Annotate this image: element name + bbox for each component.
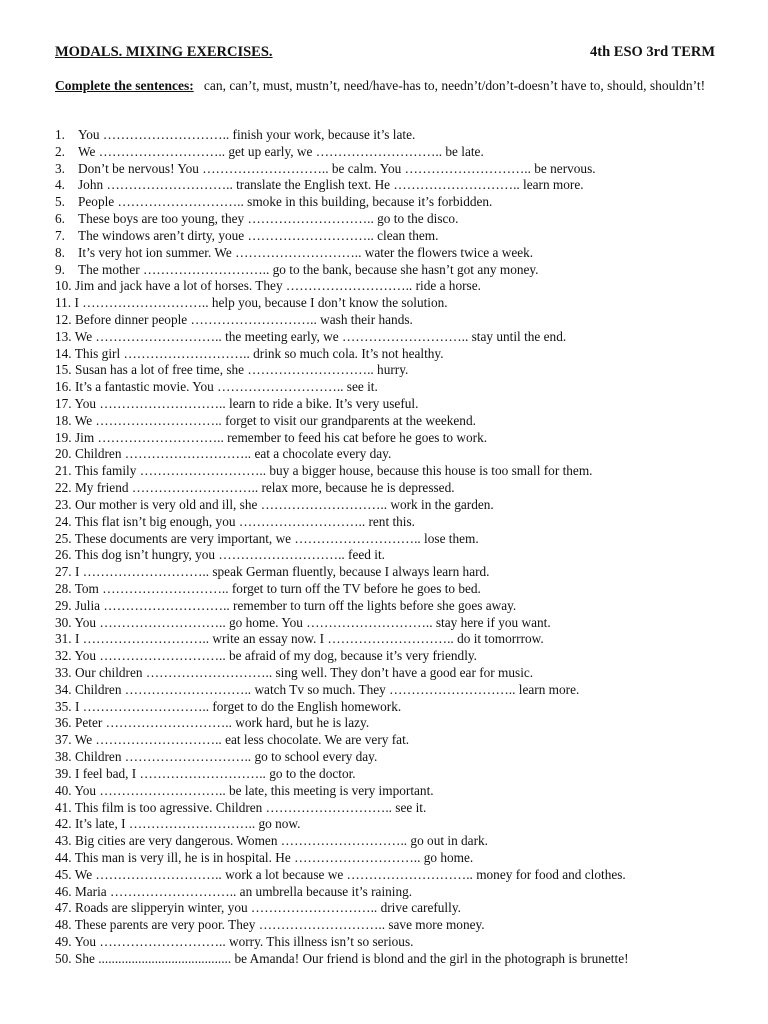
- exercise-number: 20.: [55, 446, 72, 462]
- exercise-sentence: You ……………………….. worry. This illness isn’t so serious.: [74, 934, 414, 949]
- instructions-label: Complete the sentences:: [55, 78, 194, 93]
- exercise-number: 29.: [55, 597, 72, 613]
- exercise-number: 4.: [55, 177, 65, 193]
- exercise-item: [55, 295, 755, 312]
- exercise-number: 22.: [55, 480, 72, 496]
- exercise-item: [55, 497, 755, 514]
- exercise-sentence: This girl ……………………….. drink so much cola. It’s not healthy.: [74, 345, 444, 361]
- exercise-item: [55, 749, 755, 766]
- exercise-sentence: Children ……………………….. go to school every day.: [74, 749, 378, 765]
- exercise-item: [55, 480, 755, 497]
- exercise-sentence: Our mother is very old and ill, she ……………………….. work in the garden.: [74, 496, 494, 512]
- exercise-item: [55, 615, 755, 632]
- exercise-item: [55, 446, 755, 463]
- exercise-sentence: It’s very hot ion summer. We ……………………….. water the flowers twice a week.: [78, 244, 534, 260]
- exercise-sentence: This man is very ill, he is in hospital. He ……………………….. go home.: [74, 849, 474, 865]
- exercise-item: [55, 867, 755, 884]
- exercise-item: [55, 732, 755, 749]
- exercise-number: 7.: [55, 227, 65, 243]
- exercise-number: 2.: [55, 143, 65, 159]
- exercise-item: [55, 665, 755, 682]
- exercise-sentence: We ……………………….. work a lot because we ……………………….. money for food and clothes.: [74, 866, 626, 882]
- exercise-sentence: This film is too agressive. Children ……………………….. see it.: [74, 799, 427, 815]
- exercise-sentence: These documents are very important, we ……………………….. lose them.: [74, 530, 479, 546]
- exercise-number: 37.: [55, 732, 72, 748]
- exercise-sentence: People ……………………….. smoke in this building, because it’s forbidden.: [78, 194, 493, 210]
- exercise-number: 18.: [55, 412, 72, 428]
- exercise-number: 13.: [55, 328, 72, 344]
- exercise-sentence: These boys are too young, they ……………………….. go to the disco.: [78, 211, 459, 227]
- exercise-item: [55, 329, 755, 346]
- exercise-sentence: Jim and jack have a lot of horses. They ……………………….. ride a horse.: [74, 278, 481, 294]
- exercise-number: 38.: [55, 749, 72, 765]
- exercise-sentence: You ……………………….. learn to ride a bike. It’s very useful.: [74, 396, 419, 411]
- exercise-item: [55, 211, 755, 228]
- exercise-item: [55, 648, 755, 665]
- exercise-sentence: Big cities are very dangerous. Women ……………………….. go out in dark.: [74, 833, 488, 849]
- exercise-sentence: This family ……………………….. buy a bigger house, because this house is too small for them.: [74, 463, 593, 479]
- exercise-number: 45.: [55, 866, 72, 882]
- exercise-number: 44.: [55, 849, 72, 865]
- exercise-number: 32.: [55, 648, 72, 664]
- exercise-item: [55, 800, 755, 817]
- exercise-sentence: I ……………………….. forget to do the English homework.: [74, 698, 402, 714]
- exercise-sentence: The mother ……………………….. go to the bank, because she hasn’t got any money.: [78, 261, 539, 277]
- exercise-number: 12.: [55, 311, 72, 327]
- exercise-number: 46.: [55, 883, 72, 899]
- exercise-item: [55, 951, 755, 968]
- exercise-sentence: I ……………………….. speak German fluently, because I always learn hard.: [74, 564, 490, 580]
- exercise-number: 24.: [55, 513, 72, 529]
- exercise-item: [55, 884, 755, 901]
- exercise-sentence: Tom ……………………….. forget to turn off the TV before he goes to bed.: [74, 580, 481, 596]
- exercise-item: [55, 531, 755, 548]
- exercise-sentence: I ……………………….. help you, because I don’t know the solution.: [74, 295, 448, 311]
- exercise-item: [55, 816, 755, 833]
- exercise-item: [55, 262, 755, 279]
- exercise-number: 28.: [55, 580, 72, 596]
- exercise-number: 16.: [55, 379, 72, 395]
- exercise-sentence: Maria ……………………….. an umbrella because it’s raining.: [74, 883, 413, 899]
- exercise-number: 50.: [55, 950, 72, 966]
- exercise-number: 47.: [55, 900, 72, 916]
- exercise-item: [55, 715, 755, 732]
- exercise-item: [55, 917, 755, 934]
- exercise-item: [55, 564, 755, 581]
- exercise-item: [55, 396, 755, 413]
- exercise-item: [55, 833, 755, 850]
- exercise-number: 19.: [55, 429, 72, 445]
- exercise-number: 6.: [55, 211, 65, 227]
- exercise-item: [55, 430, 755, 447]
- exercise-sentence: Jim ……………………….. remember to feed his cat before he goes to work.: [74, 429, 488, 445]
- exercise-sentence: Children ……………………….. watch Tv so much. They ……………………….. learn more.: [74, 681, 580, 697]
- exercise-number: 23.: [55, 496, 72, 512]
- exercise-item: [55, 783, 755, 800]
- exercise-number: 21.: [55, 463, 72, 479]
- exercise-sentence: It’s a fantastic movie. You ……………………….. see it.: [74, 379, 378, 395]
- instructions: [55, 77, 745, 94]
- exercise-sentence: You ……………………….. go home. You ……………………….. stay here if you want.: [74, 614, 551, 630]
- exercise-number: 36.: [55, 715, 72, 731]
- exercise-item: [55, 144, 755, 161]
- exercise-sentence: She ........................................ be Amanda! Our friend is blond and the girl in the photograph is brunette!: [74, 950, 629, 966]
- exercise-number: 48.: [55, 917, 72, 933]
- exercise-number: 3.: [55, 160, 65, 176]
- exercise-sentence: You ……………………….. finish your work, because it’s late.: [78, 127, 416, 142]
- exercise-sentence: The windows aren’t dirty, youe ……………………….. clean them.: [78, 227, 439, 243]
- exercise-sentence: This dog isn’t hungry, you ……………………….. feed it.: [74, 547, 385, 563]
- exercise-number: 27.: [55, 564, 72, 580]
- exercise-number: 33.: [55, 665, 72, 680]
- exercise-sentence: Children ……………………….. eat a chocolate every day.: [74, 446, 392, 462]
- exercise-number: 11.: [55, 295, 72, 311]
- exercise-number: 15.: [55, 362, 72, 378]
- exercise-item: [55, 379, 755, 396]
- exercise-sentence: These parents are very poor. They ……………………….. save more money.: [74, 917, 485, 933]
- exercise-sentence: We ……………………….. forget to visit our grandparents at the weekend.: [74, 412, 476, 428]
- worksheet-title: MODALS. MIXING EXERCISES.: [55, 44, 273, 60]
- exercise-item: [55, 598, 755, 615]
- exercise-list: [55, 127, 755, 968]
- exercise-number: 39.: [55, 765, 72, 781]
- term-label: 4th ESO 3rd TERM: [590, 44, 716, 60]
- exercise-sentence: John ……………………….. translate the English text. He ……………………….. learn more.: [78, 177, 584, 193]
- exercise-number: 41.: [55, 799, 72, 815]
- exercise-sentence: We ……………………….. the meeting early, we ……………………….. stay until the end.: [74, 328, 567, 344]
- exercise-sentence: It’s late, I ……………………….. go now.: [74, 816, 301, 832]
- exercise-item: [55, 766, 755, 783]
- exercise-number: 42.: [55, 816, 72, 832]
- instructions-modal-list: can, can’t, must, mustn’t, need/have-has to, needn’t/don’t-doesn’t have to, should, shouldn’t!: [203, 78, 706, 93]
- exercise-sentence: You ……………………….. be afraid of my dog, because it’s very friendly.: [74, 648, 478, 664]
- exercise-sentence: I ……………………….. write an essay now. I ……………………….. do it tomorrrow.: [74, 631, 544, 647]
- exercise-number: 43.: [55, 833, 72, 849]
- exercise-sentence: Peter ……………………….. work hard, but he is lazy.: [74, 715, 370, 731]
- exercise-item: [55, 362, 755, 379]
- exercise-number: 34.: [55, 681, 72, 697]
- exercise-item: [55, 850, 755, 867]
- exercise-number: 40.: [55, 782, 72, 798]
- exercise-item: [55, 228, 755, 245]
- exercise-number: 17.: [55, 396, 72, 411]
- exercise-sentence: Our children ……………………….. sing well. They don’t have a good ear for music.: [74, 665, 534, 680]
- exercise-number: 30.: [55, 614, 72, 630]
- exercise-item: [55, 463, 755, 480]
- exercise-number: 8.: [55, 244, 65, 260]
- exercise-sentence: Don’t be nervous! You ……………………….. be calm. You ……………………….. be nervous.: [78, 160, 596, 176]
- exercise-item: [55, 413, 755, 430]
- exercise-number: 9.: [55, 261, 65, 277]
- exercise-sentence: We ……………………….. eat less chocolate. We are very fat.: [74, 732, 410, 748]
- exercise-sentence: We ……………………….. get up early, we ……………………….. be late.: [78, 143, 484, 159]
- exercise-item: [55, 245, 755, 262]
- exercise-item: [55, 682, 755, 699]
- exercise-item: [55, 278, 755, 295]
- exercise-item: [55, 346, 755, 363]
- exercise-item: [55, 631, 755, 648]
- exercise-number: 35.: [55, 698, 72, 714]
- exercise-number: 49.: [55, 934, 72, 949]
- exercise-number: 31.: [55, 631, 72, 647]
- exercise-item: [55, 581, 755, 598]
- exercise-number: 1.: [55, 127, 65, 142]
- exercise-sentence: This flat isn’t big enough, you ……………………….. rent this.: [74, 513, 416, 529]
- exercise-number: 25.: [55, 530, 72, 546]
- exercise-sentence: Julia ……………………….. remember to turn off the lights before she goes away.: [74, 597, 517, 613]
- exercise-item: [55, 547, 755, 564]
- exercise-item: [55, 934, 755, 951]
- exercise-item: [55, 194, 755, 211]
- exercise-item: [55, 177, 755, 194]
- exercise-number: 10.: [55, 278, 72, 294]
- exercise-item: [55, 161, 755, 178]
- exercise-item: [55, 699, 755, 716]
- exercise-sentence: I feel bad, I ……………………….. go to the doctor.: [74, 765, 356, 781]
- exercise-sentence: My friend ……………………….. relax more, because he is depressed.: [74, 480, 455, 496]
- exercise-number: 5.: [55, 194, 65, 210]
- exercise-sentence: You ……………………….. be late, this meeting is very important.: [74, 782, 434, 798]
- exercise-number: 14.: [55, 345, 72, 361]
- exercise-item: [55, 312, 755, 329]
- exercise-item: [55, 514, 755, 531]
- exercise-number: 26.: [55, 547, 72, 563]
- exercise-sentence: Before dinner people ……………………….. wash their hands.: [74, 311, 413, 327]
- exercise-item: [55, 900, 755, 917]
- exercise-item: [55, 127, 755, 144]
- exercise-sentence: Roads are slipperyin winter, you ……………………….. drive carefully.: [74, 900, 461, 916]
- exercise-sentence: Susan has a lot of free time, she ……………………….. hurry.: [74, 362, 409, 378]
